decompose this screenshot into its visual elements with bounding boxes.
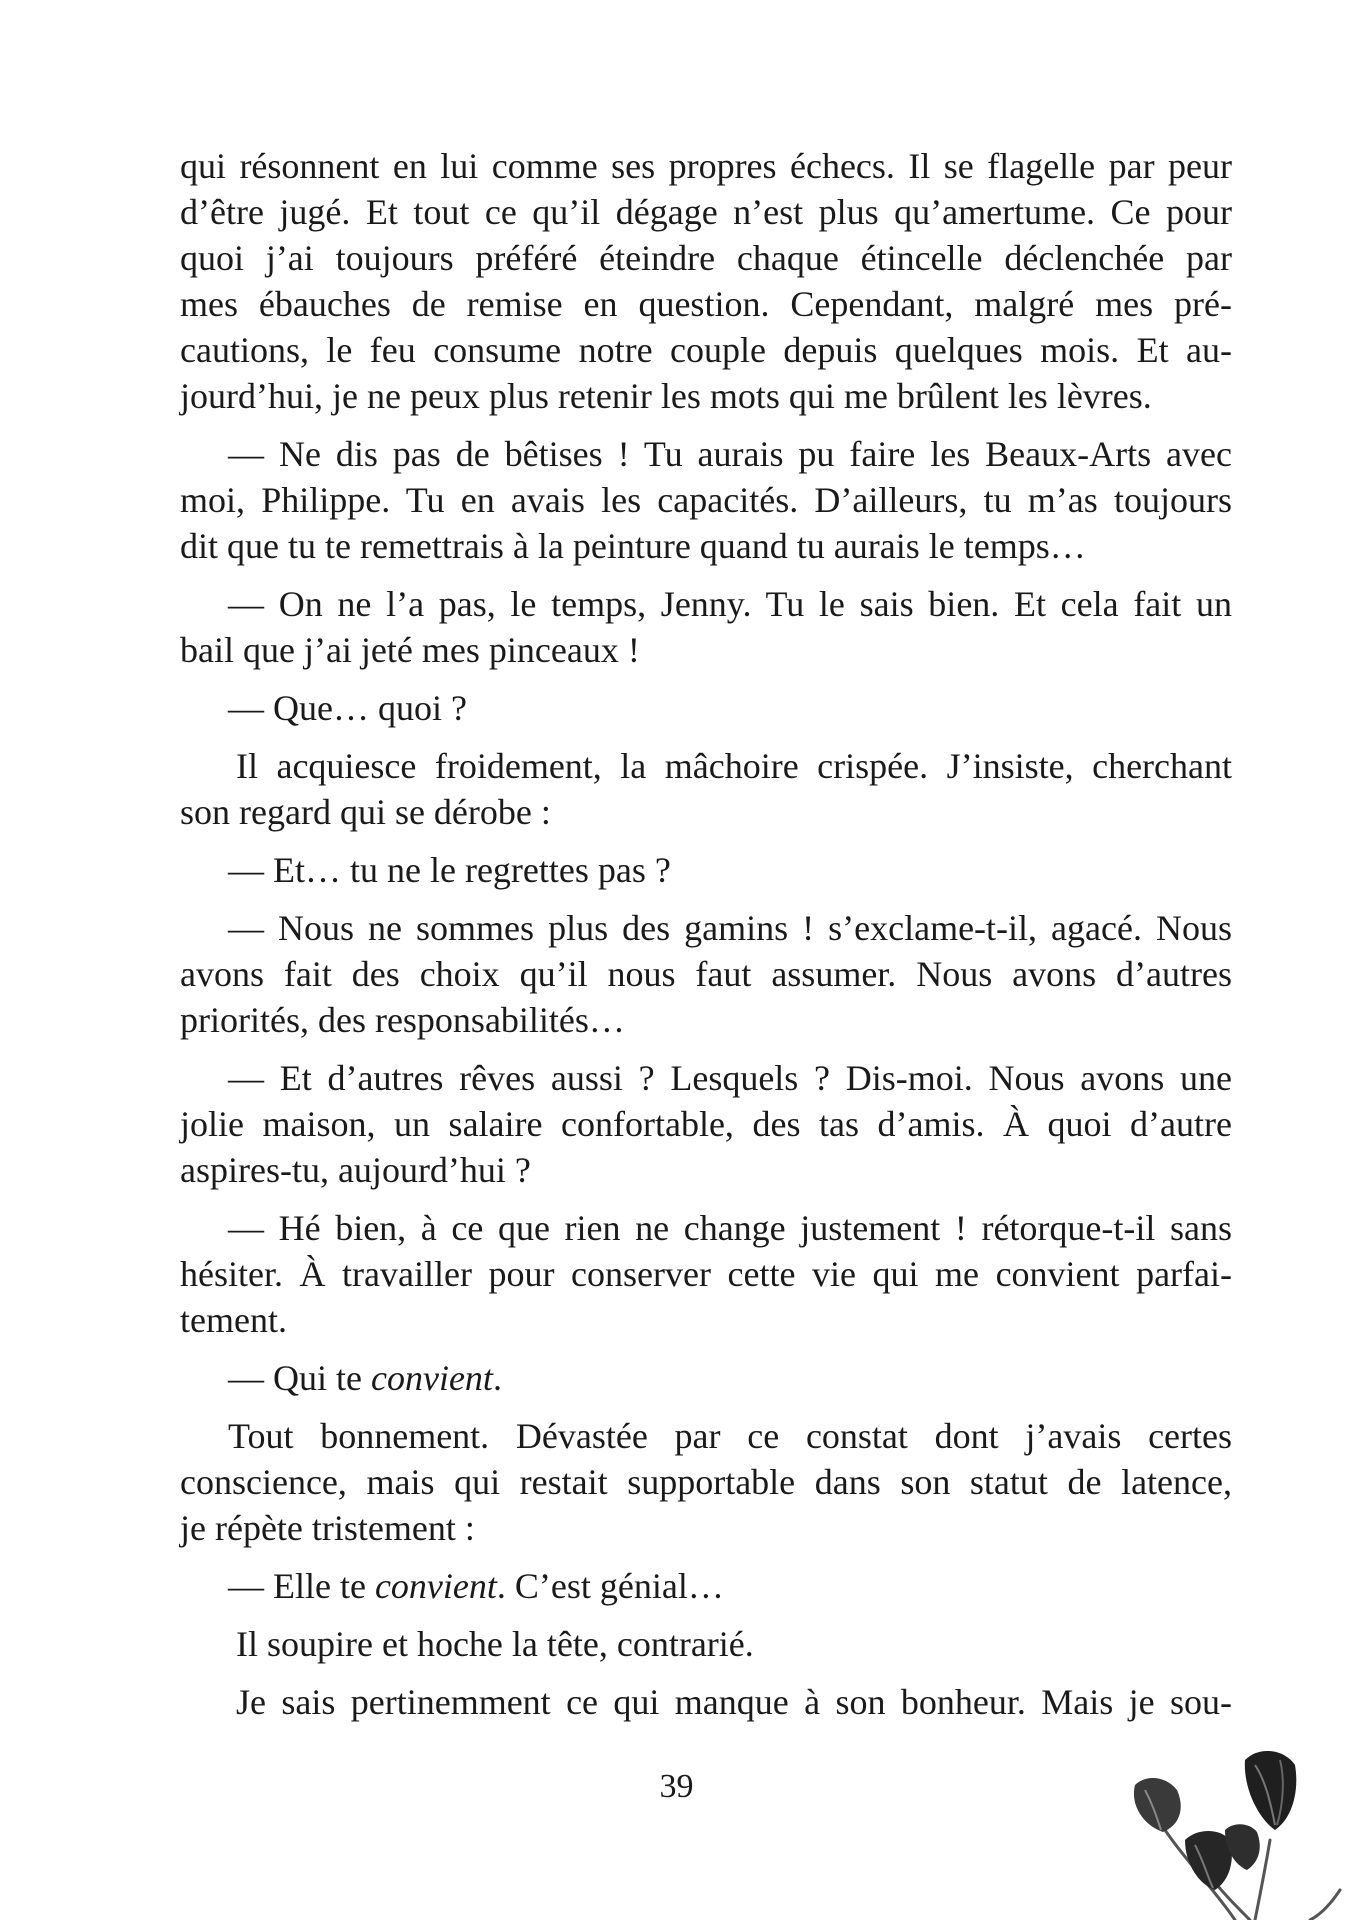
dialogue-line: hésiter. À travailler pour conserver cette vie qui me convient parfai- bbox=[180, 1254, 1232, 1294]
dialogue-text: . bbox=[492, 1358, 502, 1398]
dialogue-line: — Et… tu ne le regrettes pas ? bbox=[228, 850, 671, 890]
dialogue-line: — On ne l’a pas, le temps, Jenny. Tu le sais bien. Et cela fait un bbox=[228, 584, 1232, 624]
dialogue-line: moi, Philippe. Tu en avais les capacités. D’ailleurs, tu m’as toujours bbox=[180, 480, 1232, 520]
dialogue-line: — Nous ne sommes plus des gamins ! s’exclame-t-il, agacé. Nous bbox=[228, 908, 1232, 948]
dialogue-line: — Et d’autres rêves aussi ? Lesquels ? Dis-moi. Nous avons une bbox=[228, 1058, 1232, 1098]
dialogue-line: bail que j’ai jeté mes pinceaux ! bbox=[180, 630, 640, 670]
text-line: son regard qui se dérobe : bbox=[180, 792, 551, 832]
dialogue-line bbox=[180, 1563, 1232, 1609]
dialogue-text: . C’est génial… bbox=[496, 1566, 724, 1606]
page-text bbox=[180, 143, 1232, 1725]
text-line: Je sais pertinemment ce qui manque à son bonheur. Mais je sou- bbox=[236, 1682, 1232, 1722]
dialogue-text: — Qui te bbox=[228, 1358, 371, 1398]
text-line: mes ébauches de remise en question. Cependant, malgré mes pré- bbox=[180, 284, 1232, 324]
italic-emphasis: convient bbox=[374, 1566, 497, 1606]
text-line: conscience, mais qui restait supportable dans son statut de latence, bbox=[180, 1462, 1232, 1502]
dialogue-line: dit que tu te remettrais à la peinture quand tu aurais le temps… bbox=[180, 526, 1086, 566]
page-number: 39 bbox=[659, 1768, 694, 1805]
text-line: d’être jugé. Et tout ce qu’il dégage n’est plus qu’amertume. Ce pour bbox=[180, 192, 1232, 232]
dialogue-line: jolie maison, un salaire confortable, des tas d’amis. À quoi d’autre bbox=[180, 1104, 1232, 1144]
text-line: cautions, le feu consume notre couple depuis quelques mois. Et au- bbox=[180, 330, 1232, 370]
text-line: Tout bonnement. Dévastée par ce constat dont j’avais certes bbox=[228, 1416, 1232, 1456]
text-line: Il soupire et hoche la tête, contrarié. bbox=[236, 1624, 754, 1664]
text-line: je répète tristement : bbox=[180, 1508, 475, 1548]
dialogue-line: avons fait des choix qu’il nous faut assumer. Nous avons d’autres bbox=[180, 954, 1232, 994]
dialogue-line: tement. bbox=[180, 1300, 287, 1340]
text-line: jourd’hui, je ne peux plus retenir les mots qui me brûlent les lèvres. bbox=[180, 376, 1152, 416]
italic-emphasis: convient bbox=[370, 1358, 493, 1398]
dialogue-line: — Que… quoi ? bbox=[228, 688, 467, 728]
dialogue-line: priorités, des responsabilités… bbox=[180, 1000, 625, 1040]
text-line: Il acquiesce froidement, la mâchoire crispée. J’insiste, cherchant bbox=[236, 746, 1232, 786]
dialogue-line: — Hé bien, à ce que rien ne change justement ! rétorque-t-il sans bbox=[228, 1208, 1232, 1248]
text-line: qui résonnent en lui comme ses propres échecs. Il se flagelle par peur bbox=[180, 146, 1232, 186]
dialogue-text: — Elle te bbox=[228, 1566, 375, 1606]
dialogue-line: aspires-tu, aujourd’hui ? bbox=[180, 1150, 531, 1190]
tulip-flowers-illustration bbox=[1125, 1720, 1353, 1920]
dialogue-line bbox=[180, 1355, 1232, 1401]
text-line: quoi j’ai toujours préféré éteindre chaque étincelle déclenchée par bbox=[180, 238, 1232, 278]
dialogue-line: — Ne dis pas de bêtises ! Tu aurais pu faire les Beaux-Arts avec bbox=[228, 434, 1232, 474]
